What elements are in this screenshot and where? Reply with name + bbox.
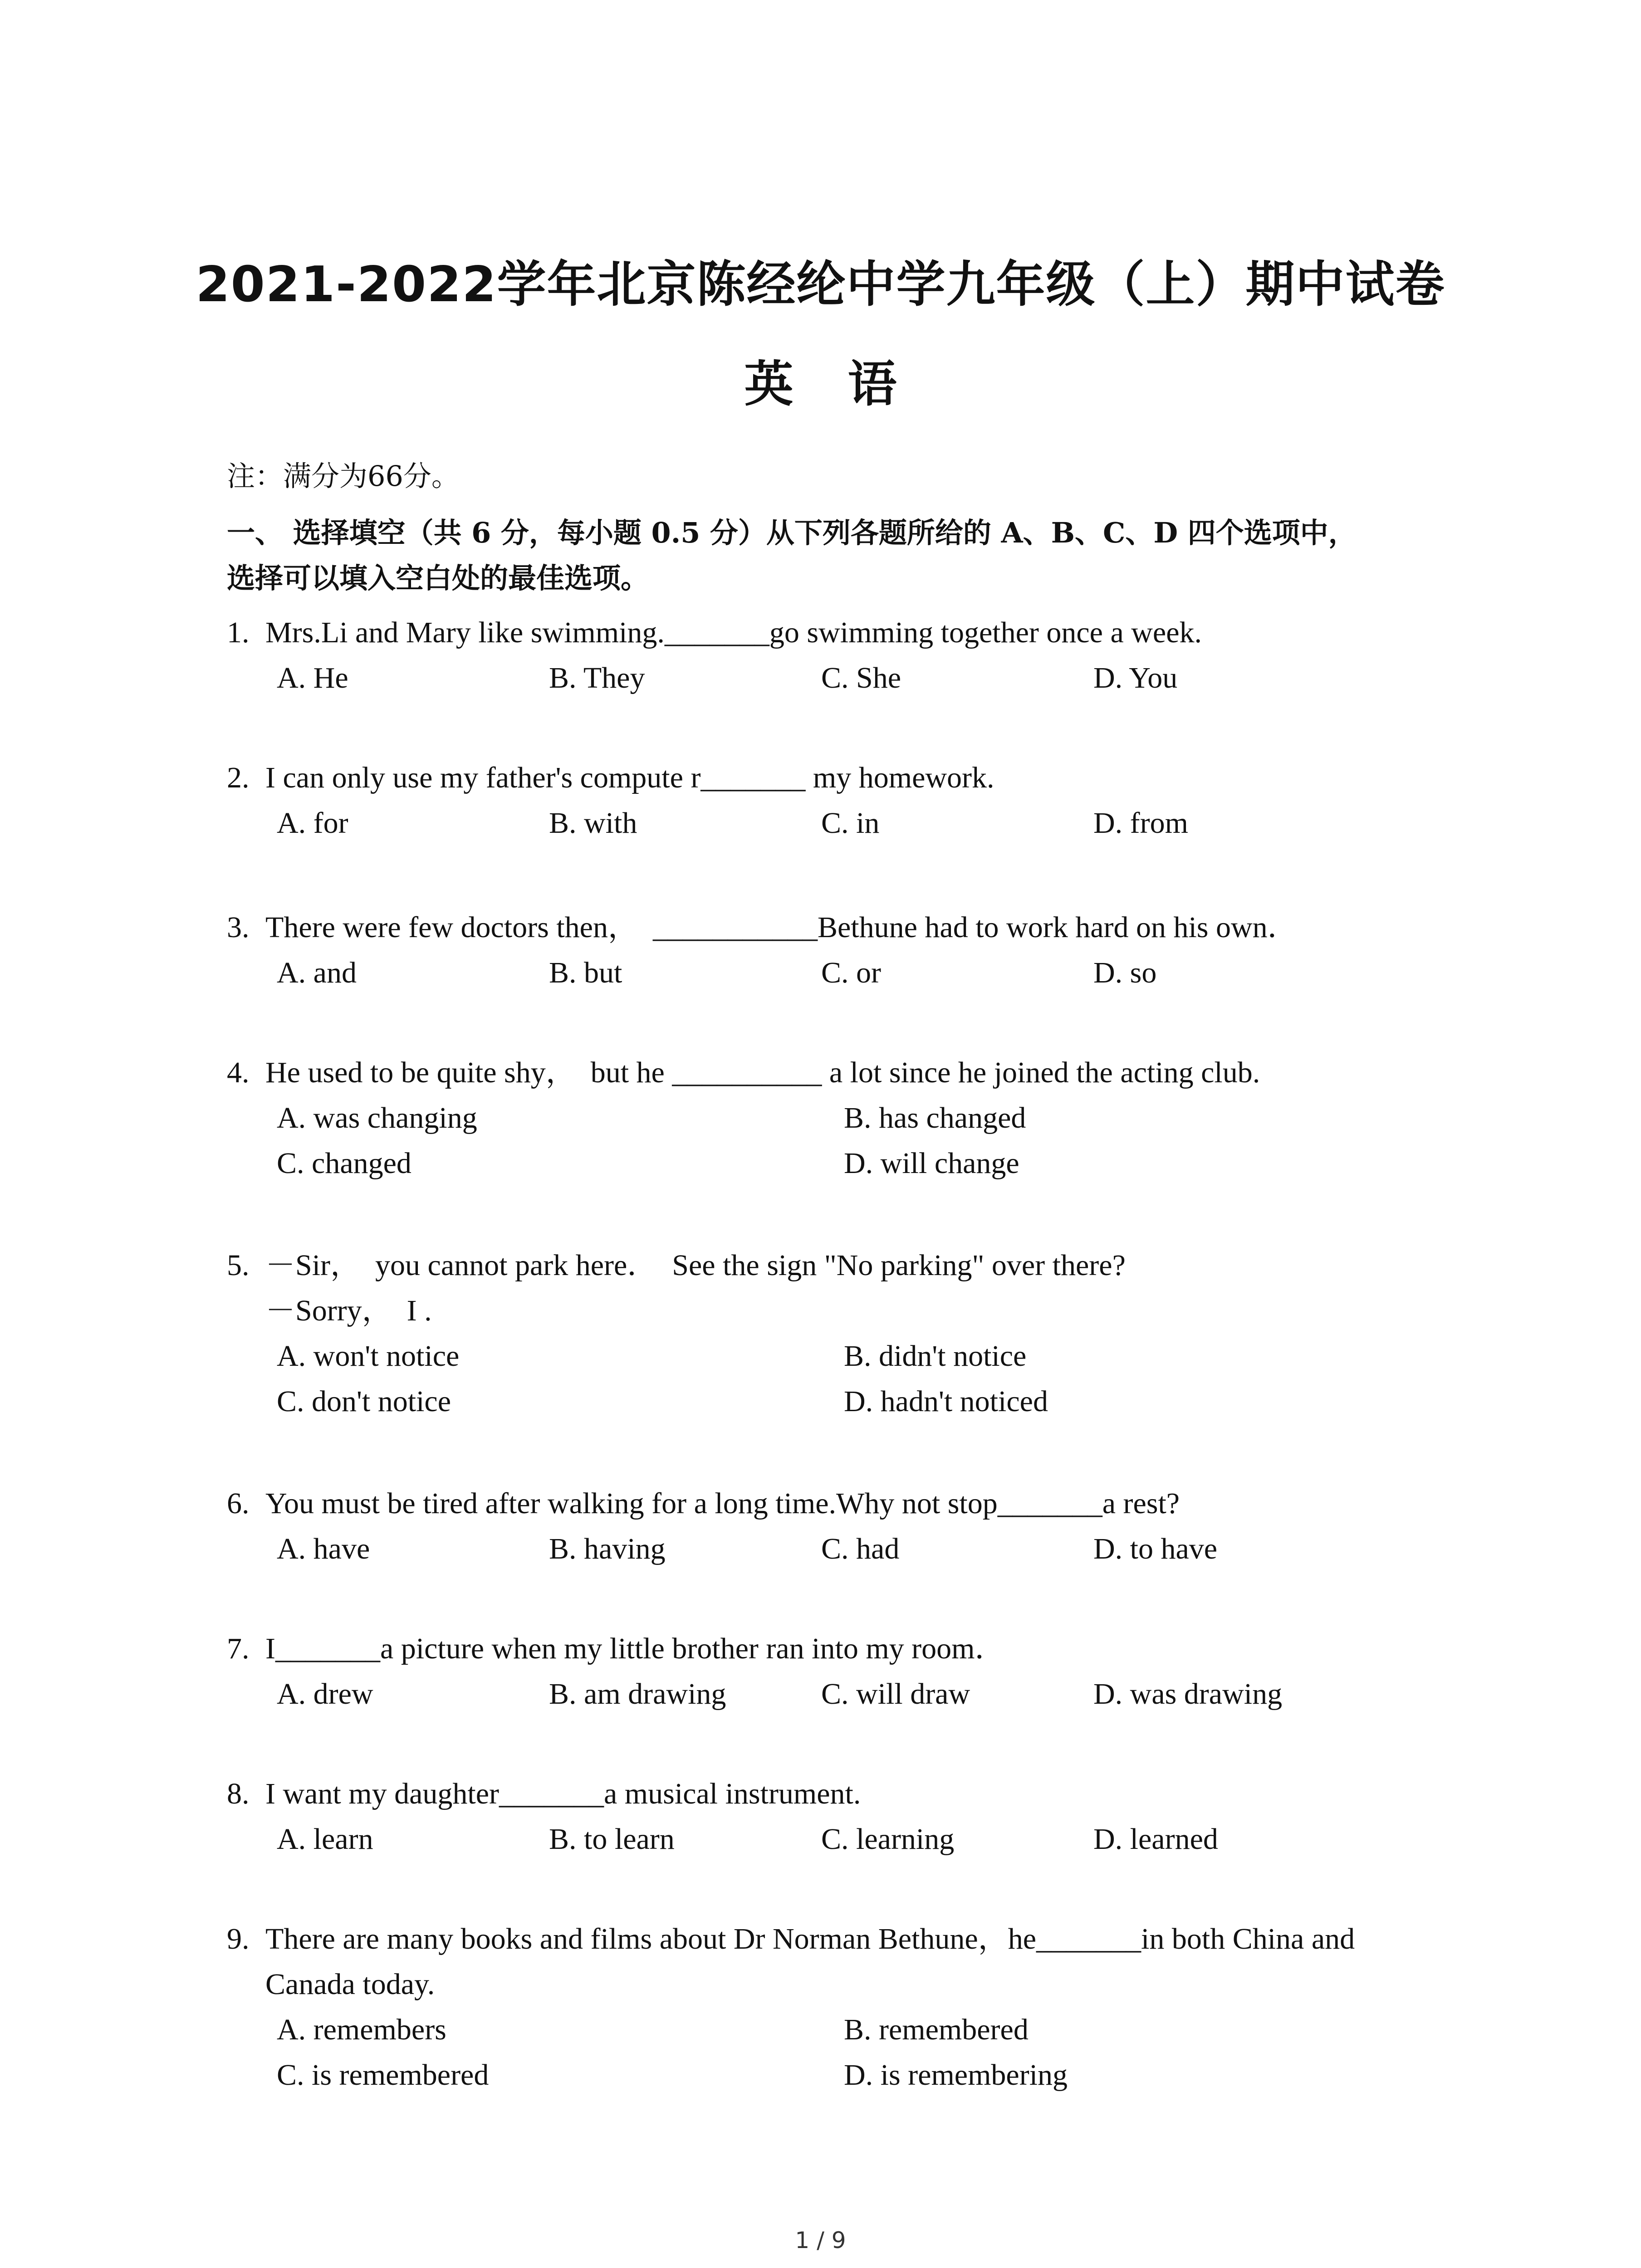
option-a: A. won't notice: [277, 1339, 460, 1373]
option-d: D. to have: [1093, 1532, 1218, 1565]
option-d: D. hadn't noticed: [844, 1385, 1048, 1418]
option-a: A. and: [277, 956, 357, 989]
option-b: B. am drawing: [549, 1677, 726, 1711]
option-b: B. to learn: [549, 1823, 675, 1856]
option-d: D. learned: [1093, 1823, 1218, 1856]
question-stem: There are many books and films about Dr Norman Bethune，he_______in both China and: [265, 1922, 1355, 1955]
question-stem: You must be tired after walking for a long time.Why not stop_______a rest?: [265, 1487, 1180, 1520]
question-number: 9.: [227, 1922, 250, 1955]
option-d: D. from: [1093, 807, 1188, 840]
option-a: A. learn: [277, 1823, 373, 1856]
question-stem: There were few doctors then， ___________Bethune had to work hard on his own．: [265, 911, 1298, 944]
question-stem: －Sir， you cannot park here． See the sign "No parking" over there?: [265, 1249, 1126, 1282]
option-d: D. is remembering: [844, 2058, 1068, 2092]
option-c: C. changed: [277, 1147, 411, 1180]
question-number: 8.: [227, 1777, 250, 1810]
section-heading: [227, 510, 1443, 601]
option-c: C. don't notice: [277, 1385, 451, 1418]
question-stem: Mrs.Li and Mary like swimming._______go swimming together once a week.: [265, 616, 1202, 649]
question-number: 5.: [227, 1249, 250, 1282]
option-a: A. have: [277, 1532, 370, 1565]
page-title: 2021-2022学年北京陈经纶中学九年级（上）期中试卷: [196, 256, 1445, 313]
question-stem-line-2: －Sorry， I .: [265, 1294, 432, 1327]
section-heading-line-2: 选择可以填入空白处的最佳选项。: [227, 562, 649, 595]
question-number: 2.: [227, 761, 250, 794]
question-stem-line-2: Canada today.: [265, 1968, 435, 2001]
question-number: 6.: [227, 1487, 250, 1520]
question-number: 7.: [227, 1632, 250, 1665]
option-a: A. for: [277, 807, 348, 840]
option-d: D. was drawing: [1093, 1677, 1283, 1711]
option-b: B. having: [549, 1532, 666, 1565]
option-c: C. learning: [821, 1823, 955, 1856]
option-b: B. They: [549, 661, 645, 694]
option-c: C. She: [821, 661, 901, 694]
option-b: B. didn't notice: [844, 1339, 1027, 1373]
option-c: C. will draw: [821, 1677, 970, 1711]
option-a: A. remembers: [277, 2013, 446, 2046]
option-d: D. You: [1093, 661, 1178, 694]
option-a: A. He: [277, 661, 348, 694]
option-a: A. was changing: [277, 1101, 477, 1134]
option-c: C. or: [821, 956, 881, 989]
question-stem: I want my daughter_______a musical instrument.: [265, 1777, 861, 1810]
option-d: D. so: [1093, 956, 1157, 989]
subject-title: 英语: [744, 356, 951, 413]
option-d: D. will change: [844, 1147, 1019, 1180]
question-number: 1.: [227, 616, 250, 649]
option-c: C. in: [821, 807, 880, 840]
option-b: B. with: [549, 807, 637, 840]
option-a: A. drew: [277, 1677, 373, 1711]
question-stem: I can only use my father's compute r_______ my homework.: [265, 761, 994, 794]
page-number: 1 / 9: [795, 2227, 846, 2253]
option-c: C. had: [821, 1532, 900, 1565]
option-b: B. remembered: [844, 2013, 1029, 2046]
question-number: 4.: [227, 1056, 250, 1089]
option-c: C. is remembered: [277, 2058, 489, 2092]
question-stem: I_______a picture when my little brother ran into my room．: [265, 1632, 1005, 1665]
question-number: 3.: [227, 911, 250, 944]
section-heading-line-1: 一、 选择填空（共 6 分，每小题 0.5 分）从下列各题所给的 A、B、C、D 四个选项中，: [227, 516, 1357, 549]
option-b: B. has changed: [844, 1101, 1026, 1134]
option-b: B. but: [549, 956, 622, 989]
question-stem: He used to be quite shy， but he __________ a lot since he joined the acting club.: [265, 1056, 1260, 1089]
score-note: 注：满分为66分。: [227, 459, 460, 493]
